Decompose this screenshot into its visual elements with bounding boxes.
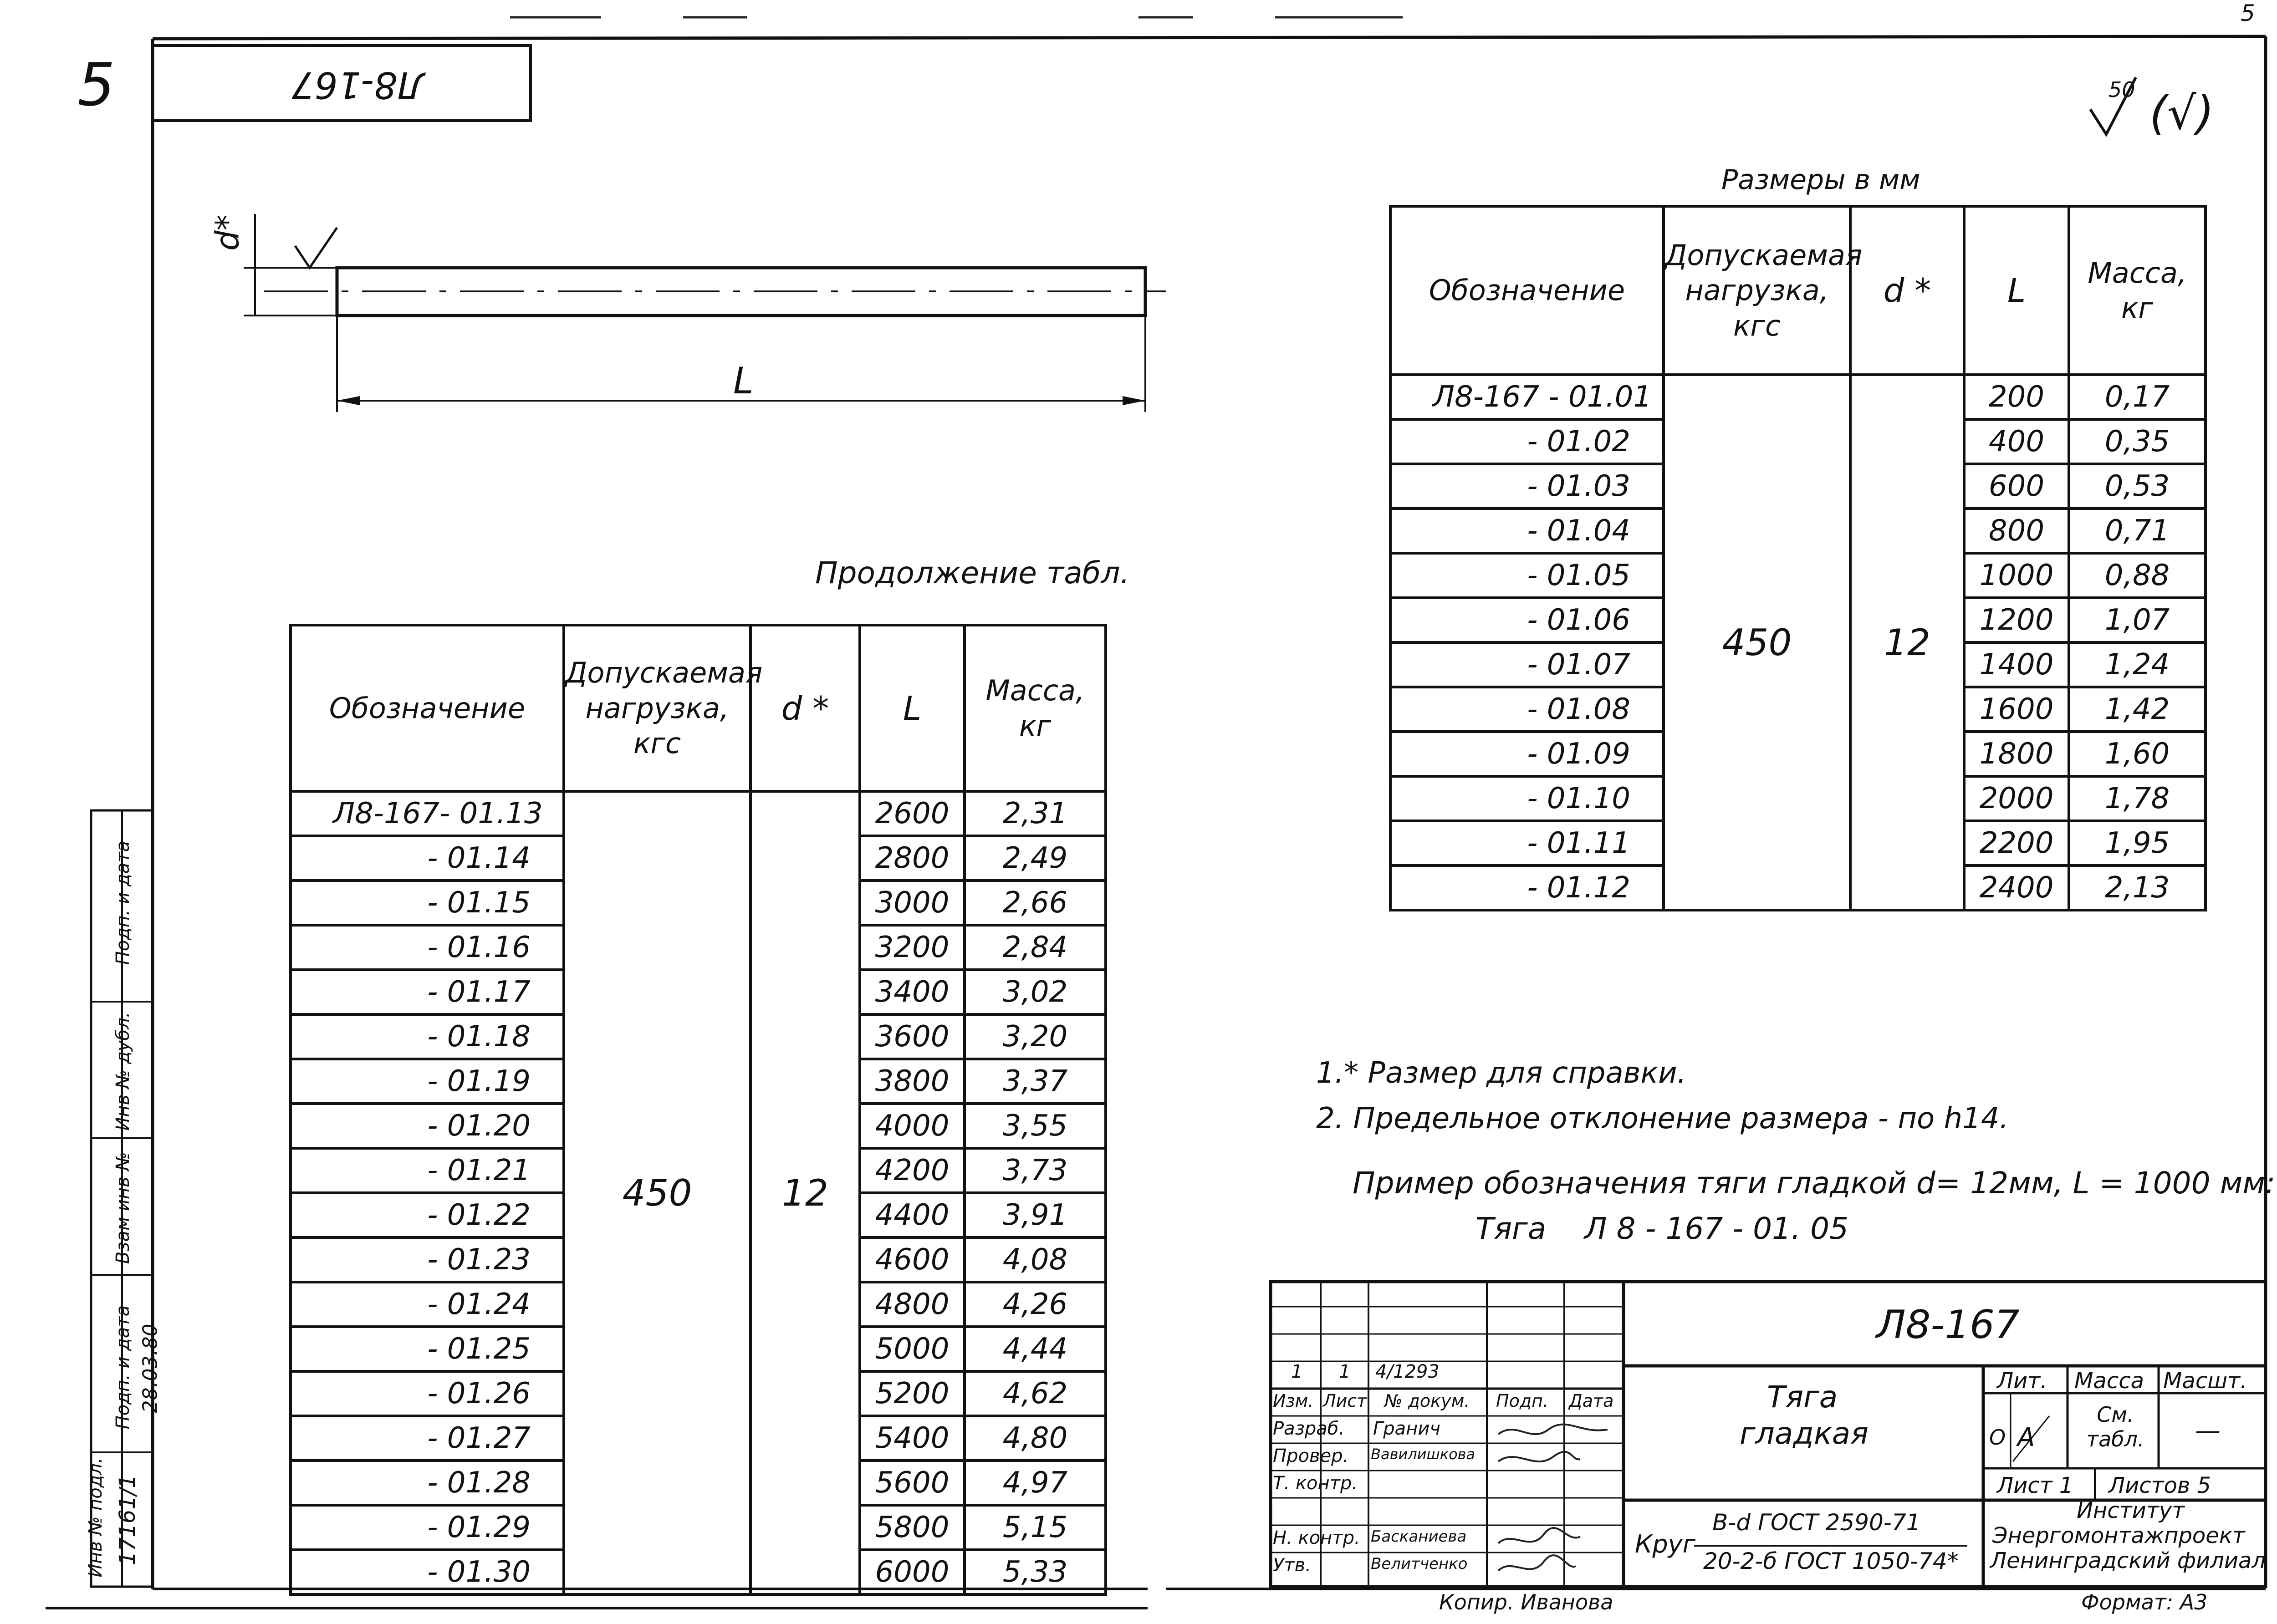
cell-mass: 5,33 [965,1550,1106,1594]
cell-length: 2600 [860,791,965,836]
cell-designation: - 01.18 [291,1014,564,1059]
cell-length: 1800 [1964,732,2069,776]
change-row-2: 1 [1339,1361,1351,1382]
page-corner-number: 5 [77,50,115,119]
col-header-designation: Обозначение [1390,206,1664,375]
cell-length: 400 [1964,419,2069,464]
cell-length: 3800 [860,1059,965,1104]
title-material-prefix: Круг [1635,1530,1695,1558]
cell-designation: - 01.30 [291,1550,564,1594]
side-inv-number: 17161/1 [115,1474,140,1565]
role-tkontr: Т. контр. [1273,1473,1358,1494]
cell-designation: - 01.07 [1390,642,1664,687]
cell-designation: Л8-167- 01.13 [291,791,564,836]
cell-length: 4800 [860,1282,965,1327]
title-name-line2: гладкая [1740,1416,1869,1451]
name-razrab: Гранич [1373,1418,1440,1439]
right-spec-table [1389,205,2207,911]
right-table-caption: Размеры в мм [1721,164,1920,196]
cell-designation: - 01.12 [1390,865,1664,910]
table-row [1390,375,2206,419]
copied-by: Копир. Иванова [1439,1590,1613,1614]
cell-length: 2200 [1964,821,2069,865]
cell-mass: 1,60 [2069,732,2206,776]
cell-mass: 4,44 [965,1327,1106,1371]
cell-mass: 4,80 [965,1416,1106,1461]
cell-mass: 4,08 [965,1237,1106,1282]
scale-value: — [2195,1416,2221,1446]
name-nkontr: Басканиева [1371,1527,1467,1546]
role-razrab: Разраб. [1273,1418,1345,1439]
cell-designation: - 01.22 [291,1193,564,1237]
roughness-symbol [2086,73,2231,140]
cell-length: 3400 [860,970,965,1014]
col-header-d: d * [750,625,860,791]
roughness-value: 50 [2109,77,2135,102]
cell-designation: - 01.06 [1390,598,1664,642]
col-header-mass: Масса, кг [2069,206,2206,375]
role-utv: Утв. [1273,1555,1311,1576]
side-label-orig-inv: Инв № подл. [85,1457,106,1578]
cell-mass: 2,49 [965,836,1106,881]
role-nkontr: Н. контр. [1273,1527,1360,1548]
cell-mass: 2,13 [2069,865,2206,910]
cell-length: 200 [1964,375,2069,419]
cell-load: 450 [1664,375,1850,910]
colhead-doc: № докум. [1384,1391,1470,1411]
cell-length: 800 [1964,509,2069,553]
cell-designation: - 01.14 [291,836,564,881]
format-label: Формат: А3 [2081,1590,2208,1614]
cell-designation: - 01.16 [291,925,564,970]
name-utv: Велитченко [1371,1555,1468,1573]
title-name-line1: Тяга [1767,1380,1838,1415]
cell-designation: - 01.15 [291,881,564,925]
col-header-L: L [860,625,965,791]
cell-mass: 0,88 [2069,553,2206,598]
change-row-1: 1 [1291,1361,1303,1382]
cell-mass: 1,42 [2069,687,2206,732]
cell-length: 1000 [1964,553,2069,598]
table-row [291,791,1106,836]
cell-length: 5800 [860,1505,965,1550]
roughness-parens: (√) [2149,87,2214,140]
cell-mass: 3,73 [965,1148,1106,1193]
cell-length: 6000 [860,1550,965,1594]
side-label-replace-inv: Взам инв № [112,1151,133,1264]
dim-L-label: L [733,360,754,402]
cell-designation: - 01.21 [291,1148,564,1193]
note-1: 1.* Размер для справки. [1316,1056,1687,1090]
cell-length: 1200 [1964,598,2069,642]
cell-mass: 2,84 [965,925,1106,970]
cell-load: 450 [564,791,750,1594]
cell-length: 5600 [860,1461,965,1505]
page-corner-small: 5 [2241,0,2255,26]
org-line-3: Ленинградский филиал [1990,1548,2266,1573]
side-label-dup-inv: Инв № дубл. [112,1012,133,1131]
example-line-2: Тяга Л 8 - 167 - 01. 05 [1475,1211,1849,1246]
cell-mass: 5,15 [965,1505,1106,1550]
cell-designation: - 01.28 [291,1461,564,1505]
cell-designation: - 01.23 [291,1237,564,1282]
cell-length: 5400 [860,1416,965,1461]
role-prover: Провер. [1273,1446,1349,1466]
cell-mass: 1,24 [2069,642,2206,687]
col-header-load: Допускаемая нагрузка, кгс [1664,206,1850,375]
sheet-number: Лист 1 [1997,1473,2073,1498]
stamp-top-code: Л8-167 [291,64,425,106]
cell-mass: 4,97 [965,1461,1106,1505]
cell-mass: 4,26 [965,1282,1106,1327]
cell-designation: - 01.25 [291,1327,564,1371]
left-table-caption: Продолжение табл. [815,555,1130,591]
cell-designation: - 01.04 [1390,509,1664,553]
cell-mass: 3,91 [965,1193,1106,1237]
colhead-date: Дата [1569,1391,1614,1411]
rod-drawing [244,214,1166,412]
side-sign-date-value: 28.03.80 [138,1324,162,1413]
cell-mass: 3,02 [965,970,1106,1014]
cell-length: 4000 [860,1104,965,1148]
cell-length: 2000 [1964,776,2069,821]
cell-length: 3200 [860,925,965,970]
colhead-list: Лист [1323,1391,1367,1411]
scale-header: Масшт. [2163,1368,2247,1394]
title-material-top: В-d ГОСТ 2590-71 [1712,1509,1921,1536]
name-prover: Вавилишкова [1371,1446,1475,1463]
cell-mass: 4,62 [965,1371,1106,1416]
side-label-sign-date-2: Подп. и дата [112,1305,133,1430]
dim-d-label: d* [209,214,246,251]
cell-designation: - 01.05 [1390,553,1664,598]
cell-designation: - 01.29 [291,1505,564,1550]
title-doc-code: Л8-167 [1876,1302,2020,1348]
cell-length: 4600 [860,1237,965,1282]
note-2: 2. Предельное отклонение размера - по h14. [1316,1102,2009,1135]
cell-designation: - 01.08 [1390,687,1664,732]
cell-mass: 3,20 [965,1014,1106,1059]
col-header-mass: Масса, кг [965,625,1106,791]
side-label-sign-date-1: Подп. и дата [112,840,133,965]
example-line-1: Пример обозначения тяги гладкой d= 12мм, L = 1000 мм: [1353,1166,2276,1201]
cell-length: 4200 [860,1148,965,1193]
org-line-2: Энергомонтажпроект [1992,1523,2245,1548]
cell-mass: 3,55 [965,1104,1106,1148]
cell-length: 3000 [860,881,965,925]
cell-mass: 2,31 [965,791,1106,836]
colhead-izm: Изм. [1273,1391,1314,1411]
col-header-designation: Обозначение [291,625,564,791]
cell-mass: 1,95 [2069,821,2206,865]
cell-mass: 1,07 [2069,598,2206,642]
left-spec-table [289,624,1107,1596]
cell-mass: 2,66 [965,881,1106,925]
cell-length: 600 [1964,464,2069,509]
cell-designation: - 01.10 [1390,776,1664,821]
mass-value: См. табл. [2086,1402,2144,1451]
cell-length: 3600 [860,1014,965,1059]
cell-mass: 1,78 [2069,776,2206,821]
cell-d: 12 [750,791,860,1594]
col-header-d: d * [1850,206,1964,375]
cell-length: 2800 [860,836,965,881]
col-header-L: L [1964,206,2069,375]
cell-designation: Л8-167 - 01.01 [1390,375,1664,419]
cell-designation: - 01.24 [291,1282,564,1327]
mass-header: Масса [2074,1368,2144,1394]
cell-mass: 0,17 [2069,375,2206,419]
lit-value-a: О [1989,1425,2006,1450]
cell-designation: - 01.11 [1390,821,1664,865]
cell-length: 1600 [1964,687,2069,732]
cell-mass: 0,35 [2069,419,2206,464]
org-line-1: Институт [2077,1498,2185,1523]
cell-d: 12 [1850,375,1964,910]
cell-length: 1400 [1964,642,2069,687]
cell-designation: - 01.03 [1390,464,1664,509]
title-material-bottom: 20-2-б ГОСТ 1050-74* [1703,1548,1959,1574]
cell-mass: 0,53 [2069,464,2206,509]
cell-mass: 0,71 [2069,509,2206,553]
cell-length: 4400 [860,1193,965,1237]
change-row-3: 4/1293 [1375,1361,1440,1382]
cell-mass: 3,37 [965,1059,1106,1104]
lit-value-b: А [2017,1423,2035,1452]
cell-designation: - 01.20 [291,1104,564,1148]
cell-designation: - 01.02 [1390,419,1664,464]
cell-designation: - 01.09 [1390,732,1664,776]
colhead-sign: Подп. [1496,1391,1549,1411]
sheets-total: Листов 5 [2109,1473,2211,1498]
cell-designation: - 01.19 [291,1059,564,1104]
cell-length: 2400 [1964,865,2069,910]
cell-designation: - 01.17 [291,970,564,1014]
signature-scribbles [1489,1416,1626,1598]
cell-length: 5000 [860,1327,965,1371]
cell-designation: - 01.27 [291,1416,564,1461]
cell-designation: - 01.26 [291,1371,564,1416]
col-header-load: Допускаемая нагрузка, кгс [564,625,750,791]
lit-header: Лит. [1997,1368,2047,1394]
cell-length: 5200 [860,1371,965,1416]
